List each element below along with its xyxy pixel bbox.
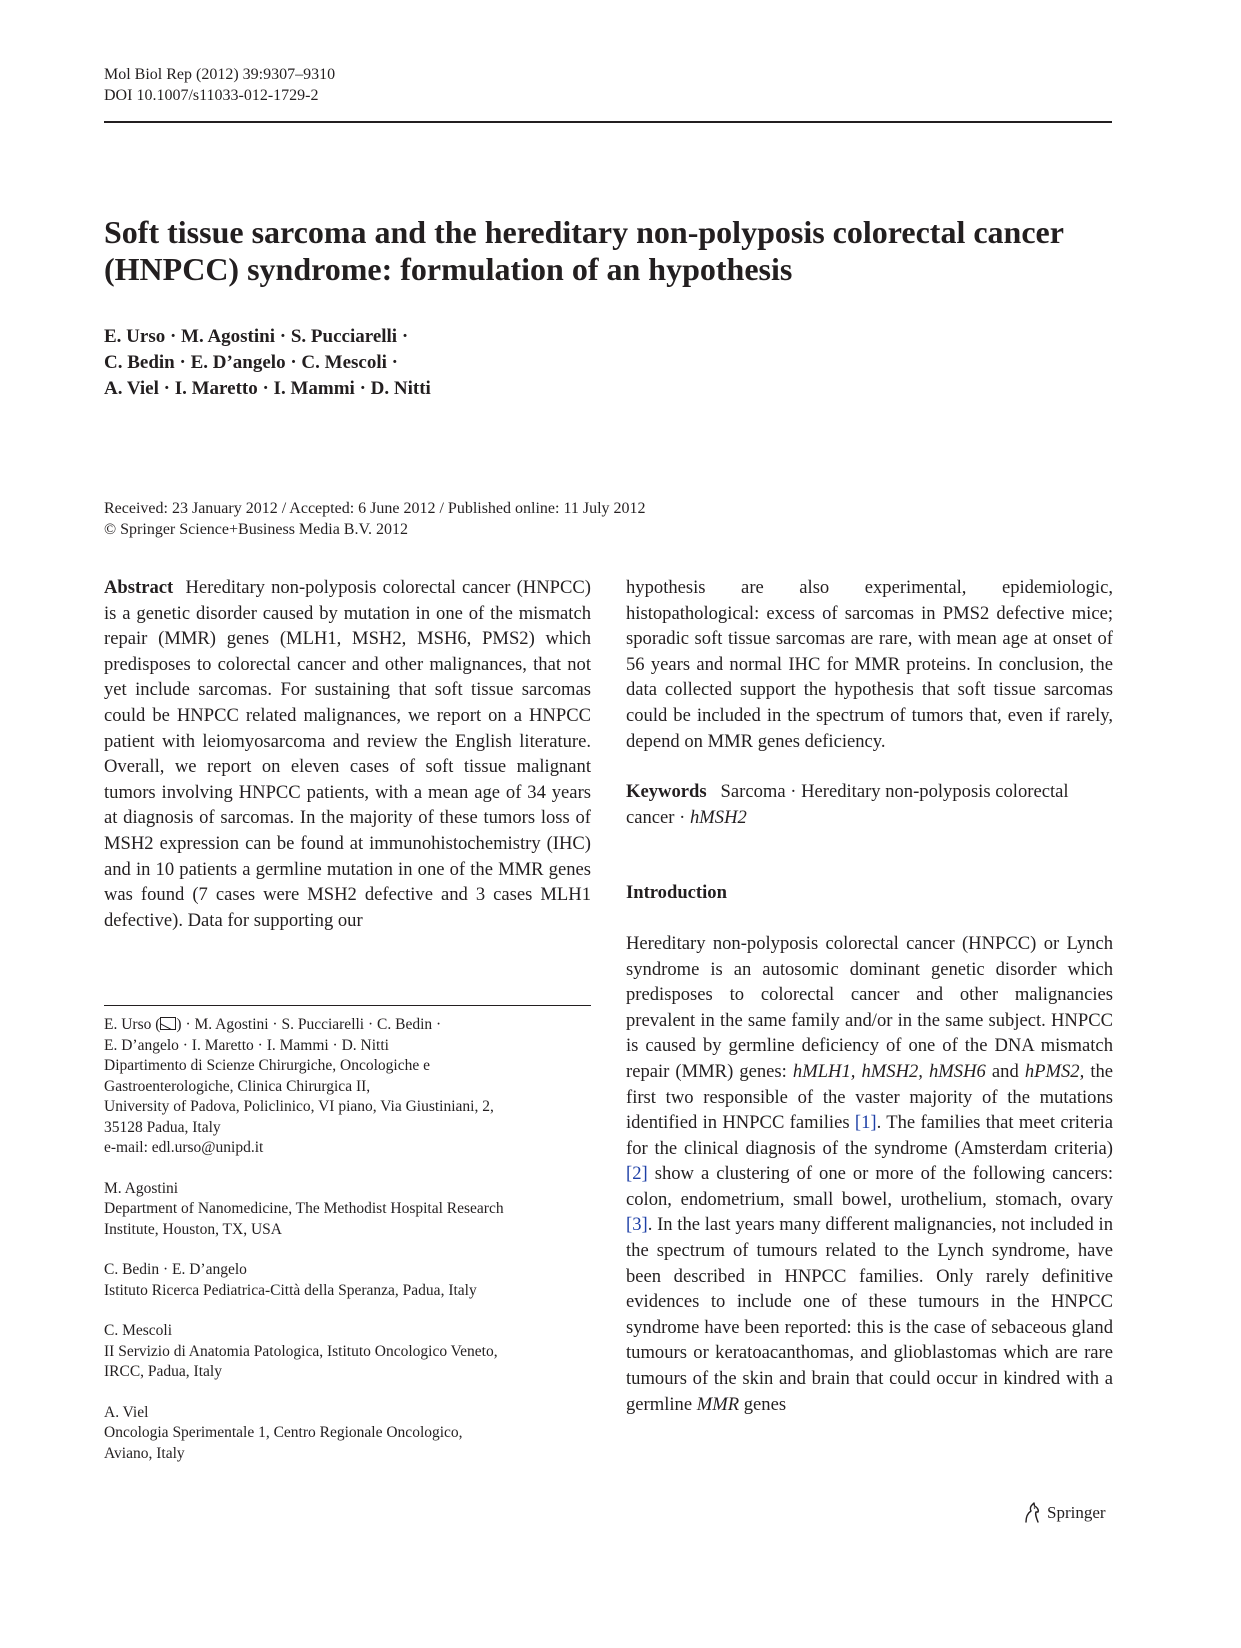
author-list [104, 324, 431, 402]
intro-text: and [991, 1060, 1019, 1082]
intro-text: show a clustering of one or more of the following cancers: colon, endometrium, small bowel, urothelium, stomach, ovary [626, 1163, 1113, 1210]
affiliation-line: C. Mescoli [104, 1322, 173, 1339]
author-line: A. Viel · I. Maretto · I. Mammi · D. Nitti [104, 378, 431, 399]
publication-dates [104, 498, 646, 540]
gene-name: hMLH1, hMSH2, hMSH6 [792, 1060, 986, 1082]
publisher-logo [1022, 1502, 1106, 1524]
affiliation-line: Oncologia Sperimentale 1, Centro Regionale Oncologico, [104, 1424, 463, 1441]
abstract-continuation: hypothesis are also experimental, epidemiologic, histopathological: excess of sarcomas in PMS2 defective mice; sporadic soft tissue sarcomas are rare, with mean age at onset of 56 years and normal IHC for MMR proteins. In conclusion, the data collected support the hypothesis that soft tissue sarcomas could be included in the spectrum of tumors that, even if rarely, depend on MMR genes deficiency. [626, 577, 1113, 752]
author-line: C. Bedin · E. D’angelo · C. Mescoli · [104, 352, 398, 373]
affiliations [104, 1015, 604, 1484]
keywords-paragraph [626, 779, 1113, 830]
publisher-name: Springer [1047, 1503, 1106, 1522]
journal-citation: Mol Biol Rep (2012) 39:9307–9310 [104, 66, 336, 83]
history-line: Received: 23 January 2012 / Accepted: 6 June 2012 / Published online: 11 July 2012 [104, 500, 646, 517]
keywords-label: Keywords [626, 781, 707, 803]
keywords-text: Sarcoma · Hereditary non-polyposis colorectal cancer · [626, 781, 1069, 828]
gene-name: hPMS2, [1024, 1060, 1085, 1082]
affiliation-line: E. D’angelo · I. Maretto · I. Mammi · D. Nitti [104, 1036, 389, 1054]
reference-link-1[interactable]: [1] [854, 1112, 877, 1134]
affiliation-line: University of Padova, Policlinico, VI piano, Via Giustiniani, 2, [104, 1098, 494, 1115]
affiliation-block [104, 1260, 604, 1301]
affiliation-line: Aviano, Italy [104, 1444, 185, 1462]
reference-link-2[interactable]: [2] [626, 1163, 648, 1185]
intro-text: genes [743, 1393, 787, 1415]
intro-text: . The families that meet criteria for the clinical diagnosis of the syndrome (Amsterdam criteria) [626, 1112, 1113, 1159]
abstract-paragraph [104, 575, 591, 933]
affiliation-line: Gastroenterologiche, Clinica Chirurgica II, [104, 1077, 371, 1095]
affiliation-block [104, 1179, 604, 1241]
header-rule [104, 121, 1112, 123]
affiliation-line: 35128 Padua, Italy [104, 1118, 221, 1136]
affiliation-line: C. Bedin · E. D’angelo [104, 1261, 247, 1278]
email-link[interactable]: e-mail: edl.urso@unipd.it [104, 1139, 264, 1156]
abstract-text: Hereditary non-polyposis colorectal cancer (HNPCC) is a genetic disorder caused by mutation in one of the mismatch repair (MMR) genes (MLH1, MSH2, MSH6, PMS2) which predisposes to colorectal cancer and other malignances, that not yet include sarcomas. For sustaining that soft tissue sarcomas could be HNPCC related malignances, we report on a HNPCC patient with leiomyosarcoma and review the English literature. Overall, we report on eleven cases of soft tissue malignant tumors involving HNPCC patients, with a mean age of 34 years at diagnosis of sarcomas. In the majority of these tumors loss of MSH2 expression can be found at immunohistochemistry (IHC) and in 10 patients a germline mutation in one of the MMR genes was found (7 cases were MSH2 defective and 3 cases MLH1 defective). Data for supporting our [104, 577, 591, 931]
affiliation-line: A. Viel [104, 1403, 149, 1421]
affiliation-block [104, 1403, 604, 1465]
gene-name: MMR [696, 1393, 740, 1415]
affiliation-line: Institute, Houston, TX, USA [104, 1220, 282, 1238]
section-heading-introduction: Introduction [626, 882, 727, 904]
journal-doi: DOI 10.1007/s11033-012-1729-2 [104, 87, 319, 104]
introduction-paragraph [626, 931, 1113, 1417]
author-names: E. Urso ( [104, 1016, 161, 1033]
copyright-line: © Springer Science+Business Media B.V. 2012 [104, 521, 408, 538]
affiliation-line: M. Agostini [104, 1179, 179, 1197]
intro-text: Hereditary non-polyposis colorectal cancer (HNPCC) or Lynch syndrome is an autosomic dominant genetic disorder which predisposes to colorectal cancer and other malignancies prevalent in the same family and/or in the same subject. HNPCC is caused by germline deficiency of one of the DNA mismatch repair (MMR) genes: [626, 932, 1113, 1082]
right-column [626, 575, 1113, 1417]
intro-text: the first two responsible of the vaster majority of the mutations identified in HNPCC families [626, 1060, 1114, 1134]
corresponding-author-line [104, 1015, 604, 1036]
journal-header [104, 64, 335, 106]
abstract-label: Abstract [104, 577, 174, 598]
reference-link-3[interactable]: [3] [626, 1214, 648, 1236]
affiliation-line: Dipartimento di Scienze Chirurgiche, Oncologiche e [104, 1057, 430, 1074]
affiliation-block [104, 1015, 604, 1159]
affiliation-rule [104, 1005, 591, 1006]
article-title: Soft tissue sarcoma and the hereditary non-polyposis colorectal cancer (HNPCC) syndrome: formulation of an hypothesis [104, 214, 1064, 287]
envelope-icon[interactable] [160, 1017, 176, 1030]
affiliation-line: IRCC, Padua, Italy [104, 1363, 222, 1380]
left-column [104, 575, 591, 933]
affiliation-line: II Servizio di Anatomia Patologica, Istituto Oncologico Veneto, [104, 1342, 498, 1360]
intro-text: . In the last years many different malignancies, not included in the spectrum of tumours related to the Lynch syndrome, have been described in HNPCC families. Only rarely definitive evidences to include one of these tumours in the HNPCC syndrome have been reported: this is the case of sebaceous gland tumours or keratoacanthomas, and glioblastomas which are rare tumours of the skin and brain that could occur in kindred with a germline [626, 1214, 1113, 1415]
springer-horse-icon [1022, 1502, 1042, 1524]
affiliation-block [104, 1321, 604, 1383]
author-line: E. Urso · M. Agostini · S. Pucciarelli · [104, 326, 409, 347]
affiliation-line: Department of Nanomedicine, The Methodist Hospital Research [104, 1200, 504, 1217]
author-names: ) · M. Agostini · S. Pucciarelli · C. Bedin · [176, 1016, 442, 1033]
keywords-gene: hMSH2 [690, 806, 747, 828]
affiliation-line: Istituto Ricerca Pediatrica-Città della Speranza, Padua, Italy [104, 1281, 477, 1299]
